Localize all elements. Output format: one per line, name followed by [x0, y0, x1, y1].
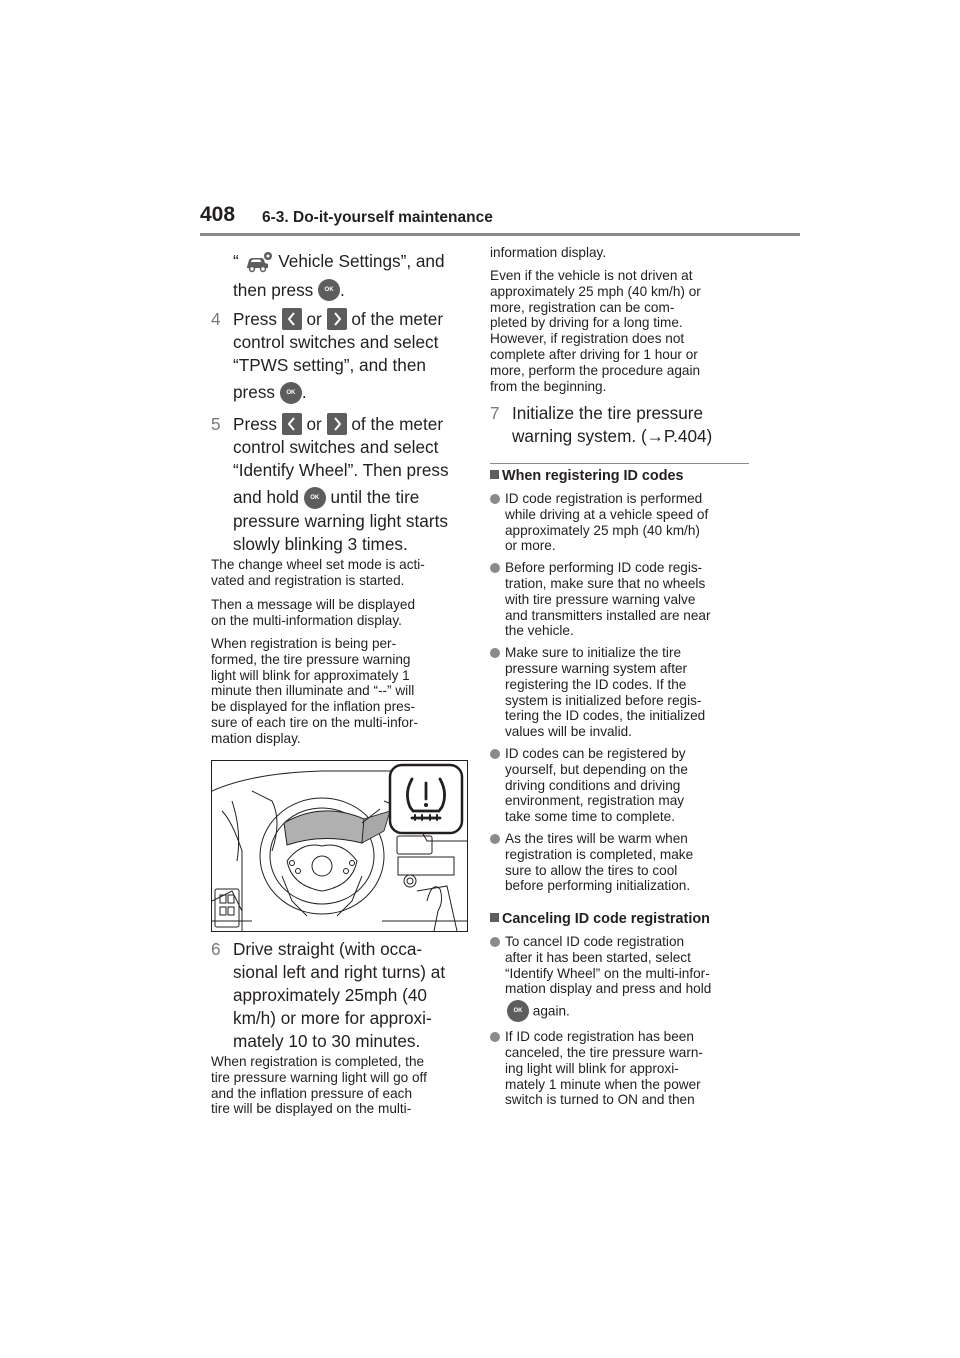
- section-title: 6-3. Do-it-yourself maintenance: [262, 209, 493, 226]
- section-heading: When registering ID codes: [502, 468, 684, 484]
- bullet-icon: [490, 834, 500, 844]
- paragraph-long-drive: Even if the vehicle is not driven at approximately 25 mph (40 km/h) or more, registration can be com- pleted by driving for a long time. However, if registration does not complete after driving for 1 hour or more, perform the procedure again from the beginning.: [490, 268, 701, 394]
- step-4: 4 Press or of the meter control switches and select “TPWS setting”, and then press OK .: [211, 309, 444, 403]
- bullet-icon: [490, 648, 500, 658]
- chevron-left-icon: [282, 413, 302, 435]
- section-heading: Canceling ID code registration: [502, 911, 710, 927]
- bullet-icon: [490, 937, 500, 947]
- section-canceling-registration: [490, 910, 752, 1108]
- page-number: 408: [200, 203, 236, 226]
- list-item: As the tires will be warm when registration is completed, make sure to allow the tires to cool before performing initialization.: [490, 831, 752, 894]
- list-item: To cancel ID code registration after it has been started, select “Identify Wheel” on the multi-infor- mation display and press and hold OK again.: [490, 934, 752, 1023]
- step-5: 5 Press or of the meter control switches and select “Identify Wheel”. Then press and hold OK until the tire pressure warning light starts slowly blinking 3 times.: [211, 414, 449, 554]
- bullet-icon: [490, 1032, 500, 1042]
- chevron-left-icon: [282, 308, 302, 330]
- ok-button-icon: OK: [304, 487, 326, 509]
- list-item: If ID code registration has been canceled, the tire pressure warn- ing light will blink for approxi- mately 1 minute when the power switch is turned to ON and then: [490, 1029, 752, 1108]
- header-rule: [200, 233, 800, 236]
- step-6: 6 Drive straight (with occa- sional left and right turns) at approximately 25mph (40 km/h) or more for approxi- mately 10 to 30 minutes.: [211, 939, 446, 1051]
- continuation-text: information display.: [490, 245, 607, 260]
- section-registering-id-codes: [490, 467, 752, 894]
- dashboard-illustration: [211, 760, 468, 932]
- chevron-right-icon: [327, 308, 347, 330]
- chevron-right-icon: [327, 413, 347, 435]
- page-reference-arrow-icon: →: [646, 426, 664, 446]
- list-item: ID codes can be registered by yourself, but depending on the driving conditions and driving environment, registration may take some time to complete.: [490, 746, 752, 825]
- section-divider: [490, 463, 749, 464]
- page-reference-link[interactable]: P.404): [663, 426, 713, 446]
- note-mode-activated: The change wheel set mode is acti- vated and registration is started.: [211, 557, 425, 588]
- step-7: 7 Initialize the tire pressure warning system. (→P.404): [490, 403, 713, 446]
- bullet-icon: [490, 563, 500, 573]
- list-item: ID code registration is performed while driving at a vehicle speed of approximately 25 mph (40 km/h) or more.: [490, 491, 752, 554]
- list-item: Before performing ID code regis- tration, make sure that no wheels with tire pressure warning valve and transmitters installed are near the vehicle.: [490, 560, 752, 639]
- vehicle-settings-icon: [244, 250, 274, 274]
- steering-wheel-dashboard-drawing: [212, 761, 467, 931]
- square-bullet-icon: [490, 913, 499, 922]
- step-continuation: “ Vehicle Settings”, and then press OK .: [233, 251, 445, 300]
- note-registration-completed: When registration is completed, the tire pressure warning light will go off and the inflation pressure of each tire will be displayed on the multi-: [211, 1054, 427, 1117]
- ok-button-icon: OK: [318, 279, 340, 301]
- ok-button-icon: OK: [507, 1000, 529, 1022]
- bullet-icon: [490, 494, 500, 504]
- note-registration-progress: When registration is being per- formed, the tire pressure warning light will blink for approximately 1 minute then illuminate and “--” will be displayed for the inflation pres- sure of each tire on the multi-infor- mation display.: [211, 636, 419, 746]
- bullet-icon: [490, 749, 500, 759]
- note-message-displayed: Then a message will be displayed on the multi-information display.: [211, 597, 416, 628]
- square-bullet-icon: [490, 470, 499, 479]
- list-item: Make sure to initialize the tire pressure warning system after registering the ID codes. If the system is initialized before regis- tering the ID codes, the initialized values will be invalid.: [490, 645, 752, 740]
- ok-button-icon: OK: [280, 382, 302, 404]
